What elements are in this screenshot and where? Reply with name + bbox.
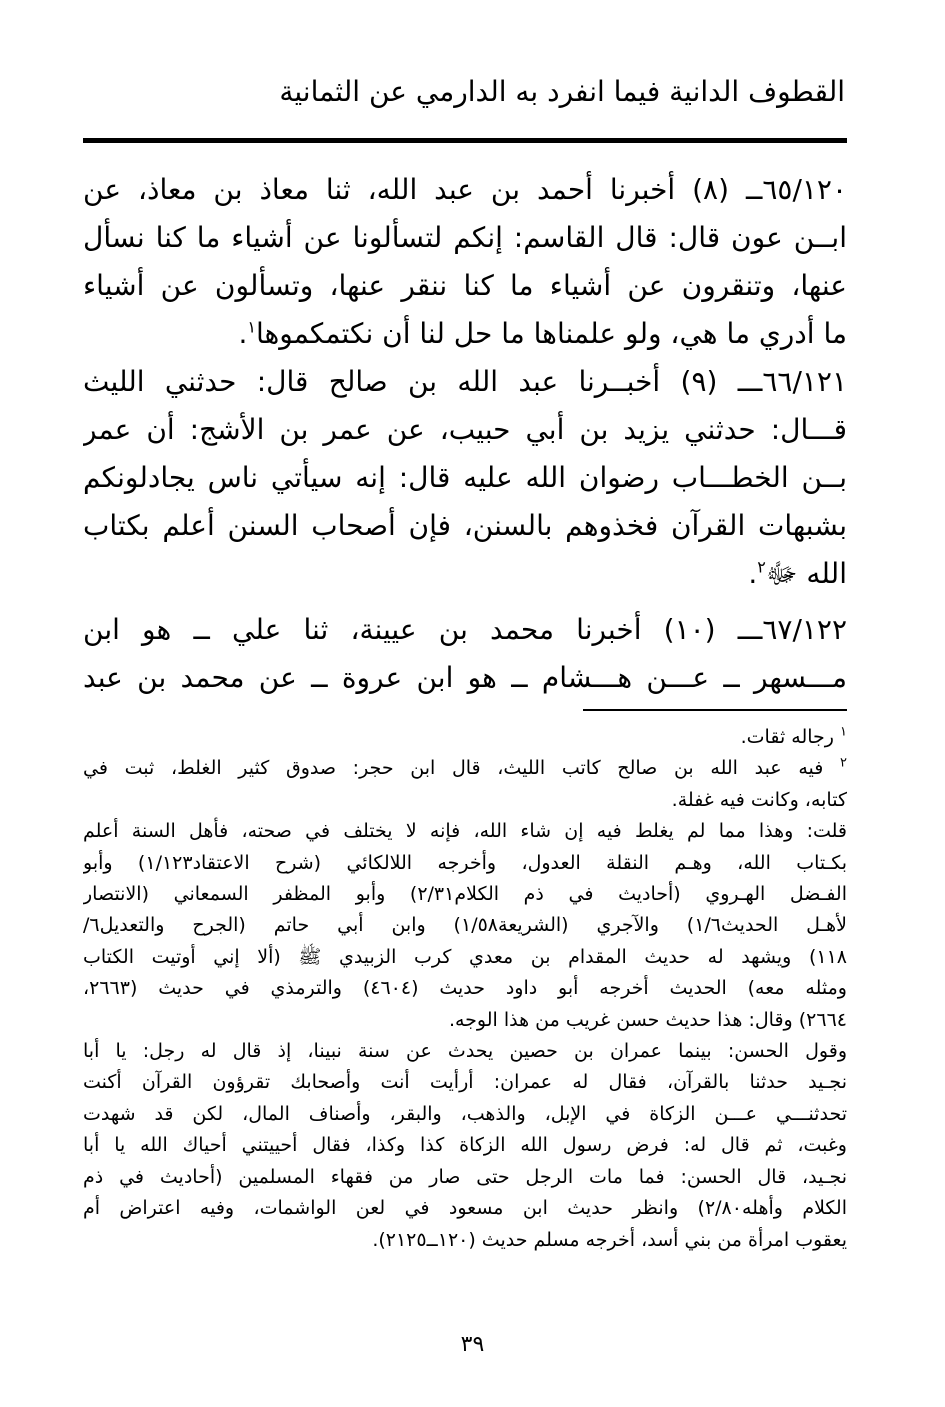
sentence-end: . [748,557,758,590]
footnote-line: قلت: وهذا مما لم يغلط فيه إن شاء الله، فإنه لا يختلف في صحته، فأهل السنة أعلم [83,820,847,843]
footnote-line: تحدثنـــي عـــن الزكاة في الإبل، والذهب، والبقر، وأصناف المال، لكن قد شهدت [83,1102,847,1125]
footnote-line: كتابه، وكانت فيه غفلة. [671,788,847,811]
running-header-title: القطوف الدانية فيما انفرد به الدارمي عن الثمانية [279,75,845,108]
footnote-text: رجاله ثقات. [740,726,834,748]
footnote-line: بكـتاب الله، وهـم النقلة العدول، وأخرجه اللالكائي (شرح الاعتقاد١/١٢٣) وأبو [83,851,847,874]
hadith-66 [83,358,847,598]
text-segment: ما أدري ما هي، ولو علمناها ما حل لنا أن نكتمكموها [255,317,847,350]
footnote-separator [583,709,847,711]
text-line: ابــن عون قال: قال القاسم: إنكم لتسألونا عن أشياء ما كنا نسأل [83,221,847,254]
main-text [83,166,847,702]
text-line: مـــسهر ــ عـــن هـــشام ــ هو ابن عروة ــ عن محمد بن عبد [83,661,847,694]
text-line: عنها، وتنقرون عن أشياء ما كنا ننقر عنها، وتسألون عن أشياء [83,269,847,302]
text-line [83,310,847,358]
footnote-line: نجـيد، قال الحسن: فما مات الرجل حتى صار من فقهاء المسلمين (أحاديث في ذم [83,1165,847,1188]
footnote-hasan-quote [83,1036,847,1256]
page-number: ٣٩ [460,1332,485,1357]
header-divider [83,138,847,143]
footnote-ref-1: ١ [247,317,256,337]
sentence-end: . [238,317,248,350]
footnote-ref-2: ٢ [757,557,766,577]
footnote-1 [83,722,847,753]
footnote-line [83,722,847,753]
text-line: ٦٧/١٢٢ـــ (١٠) أخبرنا محمد بن عيينة، ثنا علي ــ هو ابن [83,613,847,646]
footnote-line: نجـيد حدثنا بالقرآن، فقال له عمران: أرأيت أنت وأصحابك تقرؤون القرآن أكنت [83,1071,847,1094]
footnote-line: ومثله معه) الحديث أخرجه أبو داود حديث (٤٦٠٤) والترمذي في حديث (٢٦٦٣، [83,977,847,1000]
footnote-line: وغبت، ثم قال له: فرض رسول الله الزكاة كذا وكذا، فقال أحييتني أحياك الله يا أبا [83,1134,847,1157]
footnotes [83,722,847,1256]
footnote-commentary [83,816,847,1036]
footnote-line [83,753,847,784]
footnote-line: الكلام وأهله٢/٨٠) وانظر حديث ابن مسعود في لعن الواشمات، وفيه اعتراض أم [83,1197,847,1220]
text-line [83,550,847,598]
text-line: ٦٥/١٢٠ــ (٨) أخبرنا أحمد بن عبد الله، ثنا معاذ بن معاذ، عن [83,173,847,206]
text-line: قـــال: حدثني يزيد بن أبي حبيب، عن عمر بن الأشج: أن عمر [83,413,847,446]
footnote-line: ١١٨) ويشهد له حديث المقدام بن معدي كرب الزبيدي ﷺ (ألا إني أوتيت الكتاب [83,945,847,968]
footnote-text: فيه عبد الله بن صالح كاتب الليث، قال ابن حجر: صدوق كثير الغلط، ثبت في [83,757,824,780]
footnote-line: لأهـل الحديث١/٦) والآجري (الشريعة١/٥٨) وابن أبي حاتم (الجرح والتعديل٦/ [83,914,847,937]
text-line: بشبهات القرآن فخذوهم بالسنن، فإن أصحاب السنن أعلم بكتاب [83,509,847,542]
text-line: بــن الخطـــاب رضوان الله عليه قال: إنه سيأتي ناس يجادلونكم [83,461,847,494]
text-segment: الله ﷻ [765,557,847,590]
footnote-line: يعقوب امرأة من بني أسد، أخرجه مسلم حديث (١٢٠ــ٢١٢٥). [372,1228,847,1251]
hadith-65 [83,166,847,358]
hadith-67 [83,606,847,702]
text-line: ٦٦/١٢١ـــ (٩) أخبــرنا عبد الله بن صالح قال: حدثني الليث [83,365,847,398]
footnote-line: الفـضل الهـروي (أحاديث في ذم الكلام٢/٣١) وأبو المظفر السمعاني (الانتصار [83,883,847,906]
footnote-line: ٢٦٦٤) وقال: هذا حديث حسن غريب من هذا الوجه. [448,1008,847,1031]
footnote-line: وقول الحسن: بينما عمران بن حصين يحدث عن سنة نبينا، إذ قال له رجل: يا أبا [83,1040,847,1063]
footnote-marker: ١ [840,724,847,740]
footnote-2 [83,753,847,816]
footnote-marker: ٢ [840,756,847,772]
